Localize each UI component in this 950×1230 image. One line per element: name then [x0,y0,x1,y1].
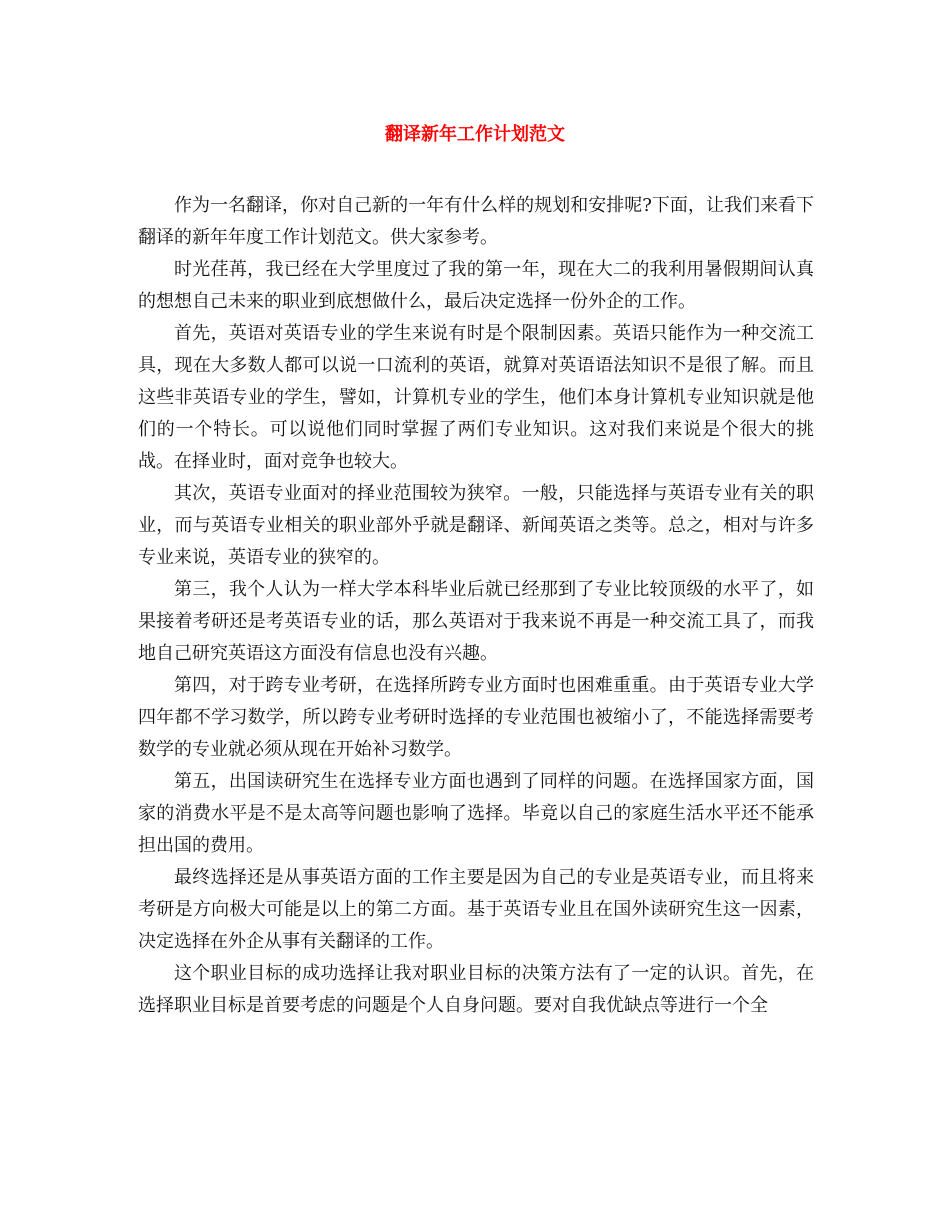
paragraph-1: 作为一名翻译，你对自己新的一年有什么样的规划和安排呢?下面，让我们来看下翻译的新年年度工作计划范文。供大家参考。 [138,195,814,248]
document-title: 翻译新年工作计划范文 [385,124,565,145]
paragraph-6: 第四，对于跨专业考研，在选择所跨专业方面时也困难重重。由于英语专业大学四年都不学习数学，所以跨专业考研时选择的专业范围也被缩小了，不能选择需要考数学的专业就必须从现在开始补习数学。 [138,675,814,760]
document-body [138,190,814,1022]
paragraph-9: 这个职业目标的成功选择让我对职业目标的决策方法有了一定的认识。首先，在选择职业目标是首要考虑的问题是个人自身问题。要对自我优缺点等进行一个全 [138,963,814,1016]
paragraph-5: 第三，我个人认为一样大学本科毕业后就已经那到了专业比较顶级的水平了，如果接着考研还是考英语专业的话，那么英语对于我来说不再是一种交流工具了，而我地自己研究英语这方面没有信息也没有兴趣。 [138,579,814,664]
paragraph-2: 时光荏苒，我已经在大学里度过了我的第一年，现在大二的我利用暑假期间认真的想想自己未来的职业到底想做什么，最后决定选择一份外企的工作。 [138,259,814,312]
paragraph-8: 最终选择还是从事英语方面的工作主要是因为自己的专业是英语专业，而且将来考研是方向极大可能是以上的第二方面。基于英语专业且在国外读研究生这一因素，决定选择在外企从事有关翻译的工作。 [138,867,814,952]
paragraph-7: 第五，出国读研究生在选择专业方面也遇到了同样的问题。在选择国家方面，国家的消费水平是不是太高等问题也影响了选择。毕竟以自己的家庭生活水平还不能承担出国的费用。 [138,771,814,856]
paragraph-3: 首先，英语对英语专业的学生来说有时是个限制因素。英语只能作为一种交流工具，现在大多数人都可以说一口流利的英语，就算对英语语法知识不是很了解。而且这些非英语专业的学生，譬如，计算机专业的学生，他们本身计算机专业知识就是他们的一个特长。可以说他们同时掌握了两们专业知识。这对我们来说是个很大的挑战。在择业时，面对竞争也较大。 [138,323,814,472]
paragraph-4: 其次，英语专业面对的择业范围较为狭窄。一般，只能选择与英语专业有关的职业，而与英语专业相关的职业部外乎就是翻译、新闻英语之类等。总之，相对与许多专业来说，英语专业的狭窄的。 [138,483,814,568]
